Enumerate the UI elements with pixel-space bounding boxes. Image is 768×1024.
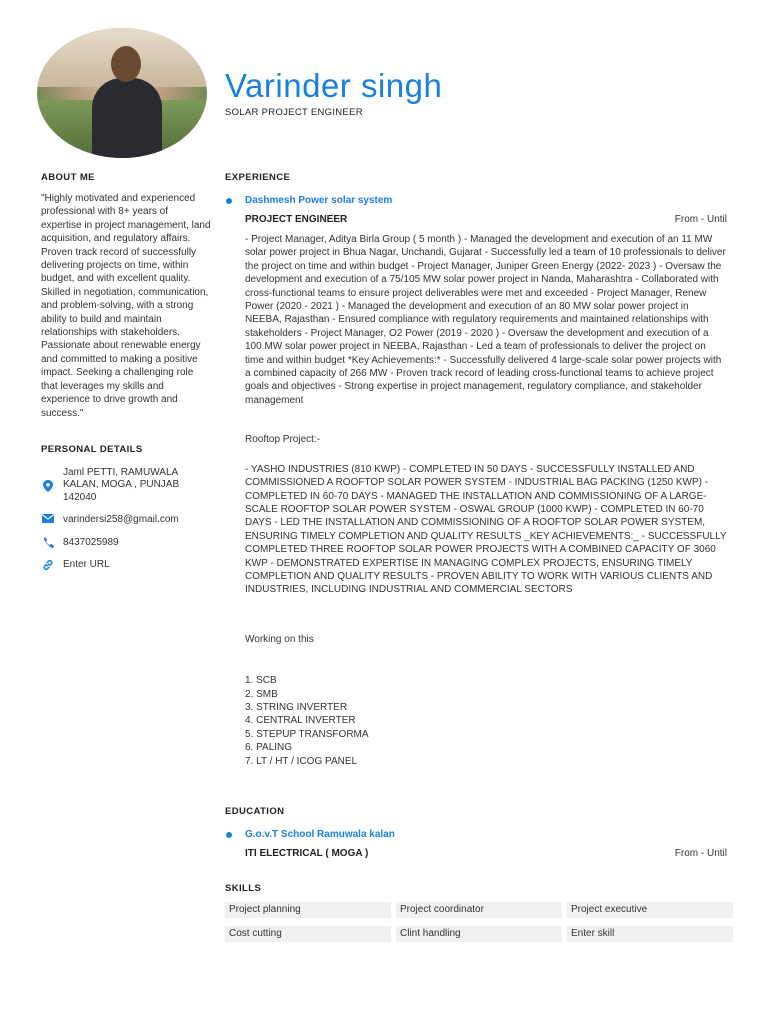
education-degree-row xyxy=(225,848,727,861)
list-item: 4. CENTRAL INVERTER xyxy=(245,715,356,727)
link-icon xyxy=(41,559,55,575)
url-text[interactable]: Enter URL xyxy=(63,559,110,571)
right-column xyxy=(225,172,727,942)
education-school xyxy=(225,829,727,840)
profile-photo xyxy=(37,28,207,158)
skills-heading: SKILLS xyxy=(225,883,262,894)
skills-grid xyxy=(225,902,727,942)
degree-title: ITI ELECTRICAL ( MOGA ) xyxy=(245,848,369,859)
location-icon xyxy=(41,480,55,496)
work-items-list xyxy=(225,674,727,768)
bullet-dot-icon xyxy=(226,198,232,204)
contact-email[interactable] xyxy=(41,514,211,527)
skill-item: Cost cutting xyxy=(225,926,391,942)
experience-organization xyxy=(225,195,727,206)
email-icon xyxy=(41,514,55,527)
list-item: 3. STRING INVERTER xyxy=(245,701,348,713)
address-text: Jaml PETTI, RAMUWALA KALAN, MOGA , PUNJAB 142040 xyxy=(63,466,180,503)
list-item: 2. SMB xyxy=(245,688,278,700)
experience-role-row xyxy=(225,214,727,227)
school-name: G.o.v.T School Ramuwala kalan xyxy=(245,829,395,840)
personal-details-heading: PERSONAL DETAILS xyxy=(41,443,143,455)
contact-phone[interactable] xyxy=(41,537,211,550)
about-text: "Highly motivated and experienced professional with 8+ years of expertise in project management, land acquisition, and regulatory affairs. Proven track record of successfully delivering projects on time, within budget, and with excellent quality. Skilled in negotiation, communication, and problem-solving, with a strong ability to build and maintain relationships with stakeholders. Passionate about renewable energy and committed to making a positive impact. Seeking a challenging role that leverages my skills and experience to drive growth and success." xyxy=(41,193,211,419)
left-column xyxy=(41,172,211,572)
experience-heading: EXPERIENCE xyxy=(225,172,291,183)
education-heading: EDUCATION xyxy=(225,806,285,817)
role-title: PROJECT ENGINEER xyxy=(245,214,348,225)
photo-person-head xyxy=(111,46,141,82)
working-label: Working on this xyxy=(245,633,314,645)
about-heading: ABOUT ME xyxy=(41,172,95,183)
contact-url[interactable] xyxy=(41,559,211,572)
list-item: 1. SCB xyxy=(245,675,277,687)
skill-item: Project coordinator xyxy=(396,902,562,918)
list-item: 6. PALING xyxy=(245,742,293,754)
candidate-name: Varinder singh xyxy=(225,67,443,104)
photo-person-body xyxy=(92,78,162,158)
list-item: 7. LT / HT / ICOG PANEL xyxy=(245,755,358,767)
email-text[interactable]: varindersi258@gmail.com xyxy=(63,514,179,526)
experience-dates: From - Until xyxy=(674,214,727,225)
skill-item: Project executive xyxy=(567,902,733,918)
rooftop-description: - YASHO INDUSTRIES (810 KWP) - COMPLETED IN 50 DAYS - SUCCESSFULLY INSTALLED AND COMMISSIONED A ROOFTOP SOLAR POWER SYSTEM - INDUSTRIAL BAG PACKING (1250 KWP) - COMPLETED IN 60-70 DAYS - MANAGED THE INSTALLATION AND COMMISSIONING OF A LARGE-SCALE ROOFTOP SOLAR POWER SYSTEM - OSWAL GROUP (1000 KWP) - COMPLETED IN 60-70 DAYS - LED THE INSTALLATION AND COMMISSIONING OF A ROOFTOP SOLAR POWER SYSTEM, ENSURING TIMELY COMPLETION AND QUALITY RESULTS _KEY ACHIEVEMENTS:_ - SUCCESSFULLY COMPLETED THREE ROOFTOP SOLAR POWER PROJECTS WITH A COMBINED CAPACITY OF 3060 KWP - DEMONSTRATED EXPERTISE IN MANAGING COMPLEX PROJECTS, ENSURING TIMELY COMPLETION AND QUALITY RESULTS - PROVEN ABILITY TO WORK WITH VARIOUS CLIENTS AND INDUSTRIES, INCLUDING INDUSTRIAL AND COMMERCIAL SECTORS xyxy=(245,463,727,596)
phone-icon xyxy=(41,537,55,552)
list-item: 5. STEPUP TRANSFORMA xyxy=(245,728,369,740)
organization-name: Dashmesh Power solar system xyxy=(245,195,393,206)
experience-description: - Project Manager, Aditya Birla Group ( 5 month ) - Managed the development and execution of an 11 MW solar power project in Bhua Nagar, Unchandi, Gujarat - Successfully led a team of 10 professionals to deliver the project on time and within budget - Project Manager, Juniper Green Energy (2022- 2023 ) - Oversaw the development and execution of a 75/105 MW solar power project in Nanda, Maharashtra - Collaborated with cross-functional teams to ensure project deliverables were met and exceeded - Project Manager, Renew Power (2020 - 2021 ) - Managed the development and execution of an 80 MW solar power project in NEEBA, Rajasthan - Ensured compliance with regulatory requirements and maintained relationships with stakeholders - Project Manager, O2 Power (2019 - 2020 ) - Oversaw the development and execution of a 100 MW solar power project in NEEBA, Rajasthan - Led a team of professionals to deliver the project on time and within budget *Key Achievements:* - Successfully delivered 4 large-scale solar power projects with a combined capacity of 266 MW - Proven track record of leading cross-functional teams to achieve project goals and objectives - Strong expertise in project management, regulatory compliance, and stakeholder management xyxy=(245,234,726,406)
candidate-title: SOLAR PROJECT ENGINEER xyxy=(225,107,363,118)
phone-text[interactable]: 8437025989 xyxy=(63,536,119,548)
skill-item: Project planning xyxy=(225,902,391,918)
skill-item: Enter skill xyxy=(567,926,733,942)
skill-item: Clint handling xyxy=(396,926,562,942)
rooftop-label: Rooftop Project:- xyxy=(245,434,321,446)
contact-address xyxy=(41,467,211,505)
education-dates: From - Until xyxy=(674,848,727,859)
bullet-dot-icon xyxy=(226,832,232,838)
